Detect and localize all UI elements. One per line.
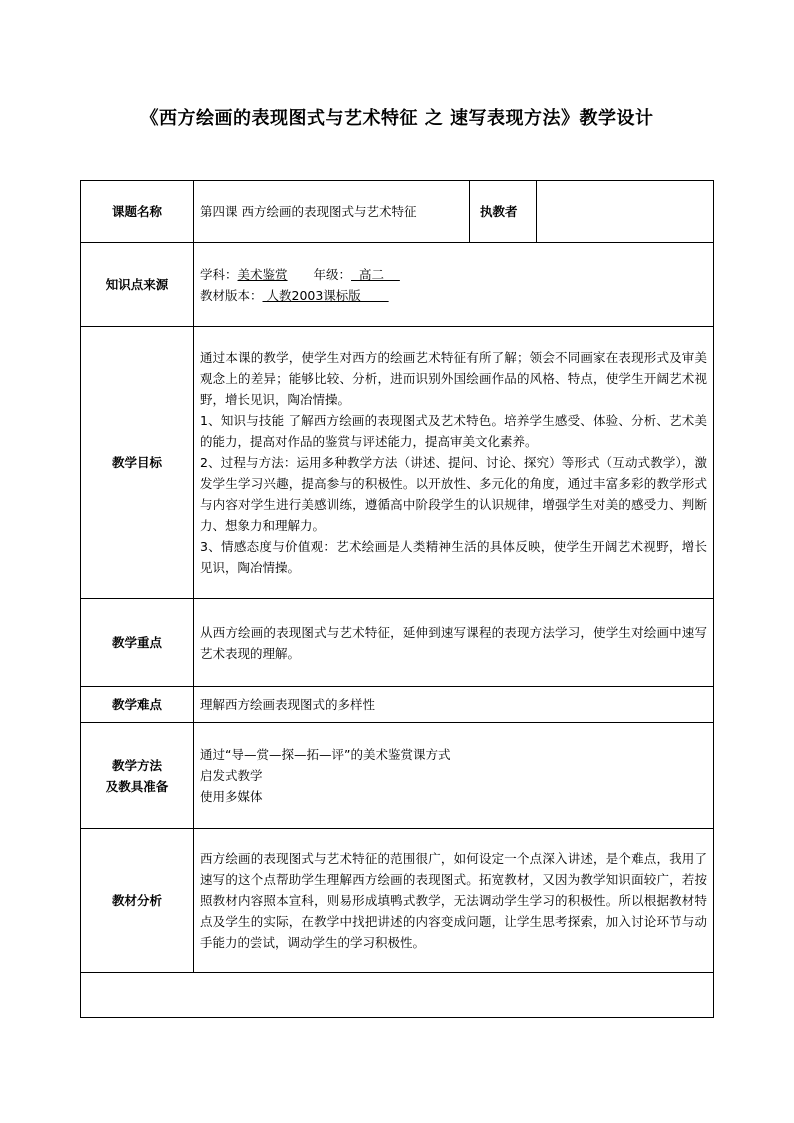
lesson-plan-table (80, 180, 714, 1018)
teacher-label: 执教者 (470, 181, 537, 243)
edition-value: 人教2003课标版 (262, 287, 389, 303)
grade-value: 高二 (351, 266, 400, 282)
row-empty (81, 973, 714, 1018)
knowledge-source-content (194, 243, 714, 327)
lesson-title-value: 第四课 西方绘画的表现图式与艺术特征 (194, 181, 470, 243)
material-analysis-value: 西方绘画的表现图式与艺术特征的范围很广，如何设定一个点深入讲述，是个难点，我用了速写的这个点帮助学生理解西方绘画的表现图式。拓宽教材，又因为教学知识面较广，若按照教材内容照本宣科，则易形成填鸭式教学，无法调动学生学习的积极性。所以根据教材特点及学生的实际，在教学中找把讲述的内容变成问题，让学生思考探索，加入讨论环节与动手能力的尝试，调动学生的学习积极性。 (194, 829, 714, 973)
key-points-value: 从西方绘画的表现图式与艺术特征，延伸到速写课程的表现方法学习，使学生对绘画中速写艺术表现的理解。 (194, 599, 714, 687)
methods-label (81, 723, 194, 829)
methods-line: 启发式教学 (200, 768, 263, 783)
row-methods (81, 723, 714, 829)
document-title: 《西方绘画的表现图式与艺术特征 之 速写表现方法》教学设计 (140, 108, 654, 129)
lesson-title-label: 课题名称 (81, 181, 194, 243)
teacher-value (537, 181, 714, 243)
row-key-points (81, 599, 714, 687)
row-difficulty (81, 687, 714, 723)
row-lesson-title (81, 181, 714, 243)
methods-label-line2: 及教具准备 (105, 778, 169, 794)
methods-content (194, 723, 714, 829)
empty-cell (81, 973, 714, 1018)
goals-paragraph: 1、知识与技能 了解西方绘画的表现图式及艺术特色。培养学生感受、体验、分析、艺术美的能力，提高对作品的鉴赏与评述能力，提高审美文化素养。 (200, 413, 707, 449)
difficulty-value: 理解西方绘画表现图式的多样性 (194, 687, 714, 723)
methods-label-line1: 教学方法 (111, 757, 162, 773)
subject-label: 学科： (200, 266, 238, 282)
goals-paragraph: 通过本课的教学，使学生对西方的绘画艺术特征有所了解；领会不同画家在表现形式及审美观念上的差异；能够比较、分析，进而识别外国绘画作品的风格、特点，使学生开阔艺术视野，增长见识，陶冶情操。 (200, 350, 707, 407)
teaching-goals-content (194, 327, 714, 599)
methods-line: 通过“导—赏—探—拓—评”的美术鉴赏课方式 (200, 747, 451, 762)
edition-line (200, 285, 707, 306)
key-points-label: 教学重点 (81, 599, 194, 687)
goals-paragraph: 2、过程与方法：运用多种教学方法（讲述、提问、讨论、探究）等形式（互动式教学），激发学生学习兴趣，提高参与的积极性。以开放性、多元化的角度，通过丰富多彩的教学形式与内容对学生进行美感训练，遵循高中阶段学生的认识规律，增强学生对美的感受力、判断力、想象力和理解力。 (200, 455, 707, 533)
subject-grade-line (200, 264, 707, 285)
teaching-goals-label: 教学目标 (81, 327, 194, 599)
methods-line: 使用多媒体 (200, 789, 263, 804)
goals-paragraph: 3、情感态度与价值观：艺术绘画是人类精神生活的具体反映，使学生开阔艺术视野，增长见识，陶冶情操。 (200, 539, 707, 575)
grade-label: 年级： (313, 266, 352, 282)
difficulty-label: 教学难点 (81, 687, 194, 723)
row-knowledge-source (81, 243, 714, 327)
knowledge-source-label: 知识点来源 (81, 243, 194, 327)
material-analysis-label: 教材分析 (81, 829, 194, 973)
edition-label: 教材版本： (200, 287, 263, 303)
row-teaching-goals (81, 327, 714, 599)
subject-value: 美术鉴赏 (237, 266, 288, 282)
row-material-analysis (81, 829, 714, 973)
